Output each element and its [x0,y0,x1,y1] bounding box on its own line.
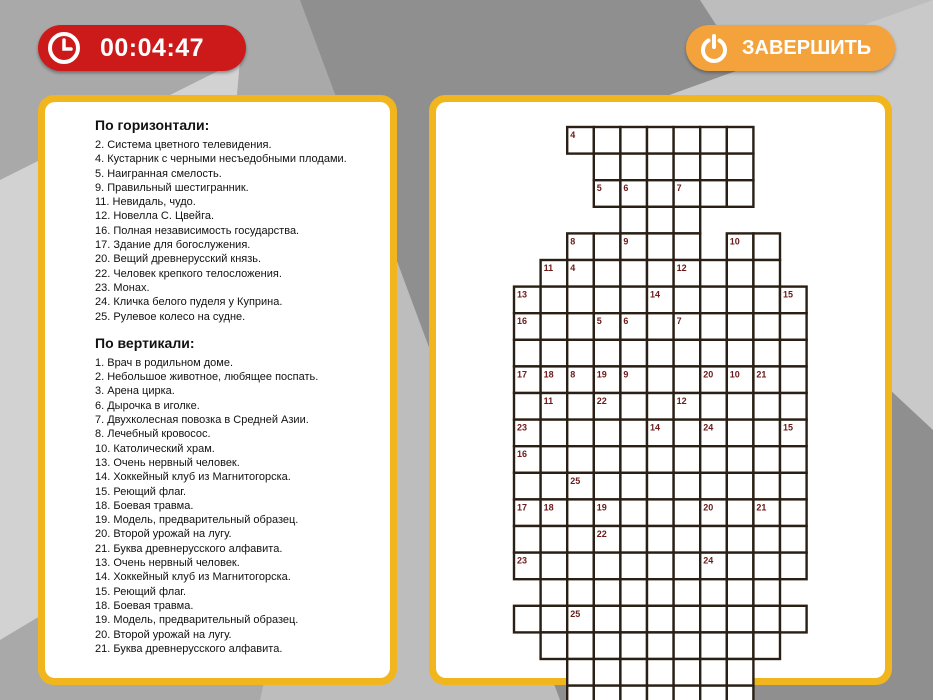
crossword-cell[interactable] [674,446,701,473]
crossword-cell[interactable] [647,366,674,393]
clue-item: 22. Человек крепкого телосложения. [95,267,282,280]
clue-item: 14. Хоккейный клуб из Магнитогорска. [95,471,291,484]
clue-item: 19. Модель, предварительный образец. [95,614,299,627]
crossword-cell[interactable] [647,207,674,234]
crossword-cell[interactable] [700,287,727,314]
crossword-cell[interactable] [700,154,727,181]
clue-item: 18. Боевая травма. [95,499,194,512]
crossword-cell[interactable] [780,473,807,500]
cell-number: 17 [517,369,528,380]
cell-number: 9 [623,236,629,247]
cell-number: 21 [756,502,767,513]
crossword-cell[interactable] [567,313,594,340]
cell-number: 23 [517,555,528,566]
crossword-cell[interactable] [647,446,674,473]
clue-item: 6. Дырочка в иголке. [95,399,200,412]
cell-number: 24 [703,555,714,566]
crossword-cell[interactable] [541,579,568,606]
crossword-cell[interactable] [753,260,780,287]
clue-item: 20. Второй урожай на лугу. [95,528,232,541]
down-heading: По вертикали: [95,334,195,351]
crossword-cell[interactable] [727,260,754,287]
crossword-cell[interactable] [780,499,807,526]
crossword-cell[interactable] [620,420,647,447]
clue-item: 10. Католический храм. [95,442,215,455]
crossword-cell[interactable] [620,287,647,314]
clue-item: 23. Монах. [95,281,150,294]
crossword-cell[interactable] [541,446,568,473]
crossword-cell[interactable] [727,686,754,700]
clue-item: 16. Полная независимость государства. [95,224,300,237]
crossword-cell[interactable] [647,154,674,181]
crossword-cell[interactable] [753,553,780,580]
crossword-cell[interactable] [674,686,701,700]
crossword-cell[interactable] [594,446,621,473]
crossword-cell[interactable] [594,154,621,181]
cell-number: 18 [543,502,554,513]
crossword-cell[interactable] [700,260,727,287]
crossword-cell[interactable] [700,393,727,420]
crossword-cell[interactable] [700,313,727,340]
crossword-cell[interactable] [620,260,647,287]
cell-number: 8 [570,369,576,380]
crossword-cell[interactable] [674,659,701,686]
crossword-cell[interactable] [753,606,780,633]
crossword-cell[interactable] [620,686,647,700]
crossword-cell[interactable] [541,606,568,633]
crossword-cell[interactable] [647,233,674,260]
cell-number: 17 [517,502,528,513]
crossword-cell[interactable] [620,553,647,580]
crossword-cell[interactable] [567,287,594,314]
clue-item: 25. Рулевое колесо на судне. [95,310,246,323]
crossword-cell[interactable] [727,313,754,340]
cell-number: 22 [596,529,607,539]
crossword-cell[interactable] [647,260,674,287]
clue-item: 12. Новелла С. Цвейга. [95,210,215,223]
crossword-cell[interactable] [753,446,780,473]
crossword-cell[interactable] [620,446,647,473]
crossword-cell[interactable] [647,606,674,633]
crossword-cell[interactable] [700,446,727,473]
crossword-cell[interactable] [727,393,754,420]
crossword-cell[interactable] [647,553,674,580]
crossword-cell[interactable] [620,606,647,633]
crossword-cell[interactable] [594,686,621,700]
cell-number: 19 [596,369,607,380]
crossword-cell[interactable] [620,473,647,500]
crossword-cell[interactable] [541,287,568,314]
cell-number: 4 [570,130,576,140]
cell-number: 6 [623,183,629,194]
crossword-cell[interactable] [647,313,674,340]
crossword-cell[interactable] [780,313,807,340]
clue-item: 15. Реющий флаг. [95,485,187,498]
crossword-cell[interactable] [647,127,674,154]
cell-number: 11 [543,263,554,273]
crossword-cell[interactable] [753,526,780,553]
clue-item: 20. Вещий древнерусский князь. [95,253,262,266]
crossword-cell[interactable] [780,446,807,473]
crossword-cell[interactable] [753,420,780,447]
cell-number: 24 [703,422,714,433]
clue-item: 13. Очень нервный человек. [95,456,240,469]
crossword-cell[interactable] [700,659,727,686]
crossword-cell[interactable] [674,632,701,659]
cell-number: 10 [729,369,740,380]
crossword-cell[interactable] [727,446,754,473]
clue-item: 5. Наигранная смелость. [95,167,222,180]
cell-number: 22 [596,396,607,406]
crossword-cell[interactable] [567,420,594,447]
crossword-cell[interactable] [727,499,754,526]
clue-item: 9. Правильный шестигранник. [95,181,249,194]
cell-number: 16 [517,449,528,460]
cell-number: 23 [517,422,528,433]
cell-number: 16 [517,316,528,327]
crossword-cell[interactable] [727,127,754,154]
cell-number: 15 [783,422,794,433]
crossword-cell[interactable] [727,526,754,553]
crossword-cell[interactable] [727,287,754,314]
crossword-cell[interactable] [567,446,594,473]
clue-item: 11. Невидаль, чудо. [95,196,196,209]
clue-item: 2. Система цветного телевидения. [95,139,272,151]
clue-item: 17. Здание для богослужения. [95,239,251,252]
crossword-cell[interactable] [594,579,621,606]
crossword-cell[interactable] [674,366,701,393]
clue-item: 8. Лечебный кровосос. [95,428,211,441]
cell-number: 12 [676,263,687,273]
cell-number: 14 [650,289,661,300]
crossword-cell[interactable] [780,526,807,553]
crossword-cell[interactable] [567,393,594,420]
crossword-cell[interactable] [541,340,568,367]
crossword-cell[interactable] [594,420,621,447]
clue-item: 20. Второй урожай на лугу. [95,628,232,641]
crossword-cell[interactable] [727,420,754,447]
crossword-cell[interactable] [674,154,701,181]
crossword-cell[interactable] [594,260,621,287]
crossword-cell[interactable] [727,659,754,686]
timer-value: 00:04:47 [100,34,205,62]
crossword-cell[interactable] [620,207,647,234]
crossword-cell[interactable] [594,233,621,260]
crossword-cell[interactable] [780,606,807,633]
crossword-cell[interactable] [647,180,674,207]
crossword-cell[interactable] [700,606,727,633]
cell-number: 13 [517,289,528,300]
clue-item: 14. Хоккейный клуб из Магнитогорска. [95,571,291,584]
cell-number: 19 [596,502,607,513]
crossword-cell[interactable] [753,393,780,420]
crossword-cell[interactable] [541,313,568,340]
cell-number: 7 [676,316,682,327]
crossword-cell[interactable] [647,632,674,659]
crossword-cell[interactable] [541,553,568,580]
crossword-cell[interactable] [674,499,701,526]
crossword-cell[interactable] [674,553,701,580]
crossword-cell[interactable] [727,553,754,580]
cell-number: 25 [570,608,581,619]
crossword-cell[interactable] [620,340,647,367]
crossword-cell[interactable] [674,207,701,234]
crossword-cell[interactable] [620,659,647,686]
crossword-cell[interactable] [674,340,701,367]
cell-number: 10 [729,236,740,247]
crossword-cell[interactable] [727,606,754,633]
crossword-cell[interactable] [674,127,701,154]
crossword-cell[interactable] [620,127,647,154]
crossword-cell[interactable] [780,340,807,367]
cell-number: 9 [623,369,629,380]
crossword-cell[interactable] [620,579,647,606]
clue-item: 18. Боевая травма. [95,599,194,612]
crossword-cell[interactable] [620,499,647,526]
crossword-cell[interactable] [594,127,621,154]
crossword-cell[interactable] [594,659,621,686]
clue-item: 19. Модель, предварительный образец. [95,514,299,527]
crossword-cell[interactable] [541,473,568,500]
crossword-cell[interactable] [727,473,754,500]
crossword-cell[interactable] [567,659,594,686]
crossword-cell[interactable] [514,393,541,420]
cell-number: 14 [650,422,661,433]
crossword-cell[interactable] [620,526,647,553]
crossword-cell[interactable] [541,420,568,447]
crossword-cell[interactable] [647,393,674,420]
cell-number: 15 [783,289,794,300]
clue-item: 7. Двухколесная повозка в Средней Азии. [95,414,309,427]
crossword-cell[interactable] [753,340,780,367]
crossword-cell[interactable] [700,127,727,154]
crossword-cell[interactable] [700,473,727,500]
crossword-cell[interactable] [647,579,674,606]
crossword-cell[interactable] [567,526,594,553]
crossword-cell[interactable] [541,526,568,553]
crossword-cell[interactable] [700,579,727,606]
crossword-cell[interactable] [567,632,594,659]
crossword-cell[interactable] [753,473,780,500]
cell-number: 18 [543,369,554,380]
crossword-cell[interactable] [567,686,594,700]
crossword-cell[interactable] [620,154,647,181]
crossword-cell[interactable] [647,499,674,526]
crossword-cell[interactable] [594,632,621,659]
crossword-cell[interactable] [514,526,541,553]
crossword-cell[interactable] [647,340,674,367]
cell-number: 6 [623,316,629,327]
cell-number: 20 [703,502,714,513]
crossword-cell[interactable] [620,632,647,659]
crossword-cell[interactable] [727,180,754,207]
crossword-cell[interactable] [514,606,541,633]
clue-item: 2. Небольшое животное, любящее поспать. [95,371,319,384]
finish-button-label: ЗАВЕРШИТЬ [742,37,872,59]
crossword-cell[interactable] [620,393,647,420]
crossword-cell[interactable] [594,553,621,580]
crossword-cell[interactable] [753,313,780,340]
crossword-cell[interactable] [700,526,727,553]
clue-item: 4. Кустарник с черными несъедобными плодами. [95,153,347,166]
clue-item: 3. Арена цирка. [95,385,175,398]
crossword-cell[interactable] [594,340,621,367]
clue-item: 13. Очень нервный человек. [95,557,240,570]
cell-number: 5 [596,183,602,194]
crossword-cell[interactable] [647,659,674,686]
crossword-cell[interactable] [514,340,541,367]
cell-number: 5 [596,316,602,327]
crossword-cell[interactable] [647,526,674,553]
crossword-cell[interactable] [594,473,621,500]
crossword-cell[interactable] [541,632,568,659]
crossword-cell[interactable] [700,340,727,367]
crossword-cell[interactable] [674,606,701,633]
cell-number: 12 [676,396,687,406]
clue-item: 24. Кличка белого пуделя у Куприна. [95,296,283,309]
crossword-cell[interactable] [567,579,594,606]
crossword-cell[interactable] [700,632,727,659]
cell-number: 21 [756,369,767,380]
crossword-cell[interactable] [780,393,807,420]
crossword-cell[interactable] [674,233,701,260]
clue-item: 21. Буква древнерусского алфавита. [95,642,283,655]
crossword-cell[interactable] [567,340,594,367]
crossword-cell[interactable] [674,287,701,314]
crossword-cell[interactable] [700,686,727,700]
crossword-cell[interactable] [753,287,780,314]
crossword-cell[interactable] [727,154,754,181]
cell-number: 7 [676,183,682,194]
crossword-cell[interactable] [753,579,780,606]
crossword-cell[interactable] [594,287,621,314]
cell-number: 4 [570,263,576,273]
crossword-cell[interactable] [780,366,807,393]
cell-number: 25 [570,475,581,486]
crossword-cell[interactable] [727,340,754,367]
clue-item: 15. Реющий флаг. [95,585,187,598]
crossword-cell[interactable] [594,606,621,633]
crossword-cell[interactable] [514,473,541,500]
crossword-cell[interactable] [700,180,727,207]
crossword-cell[interactable] [567,499,594,526]
crossword-cell[interactable] [647,473,674,500]
crossword-cell[interactable] [727,632,754,659]
cell-number: 11 [543,396,554,406]
crossword-cell[interactable] [567,553,594,580]
clue-item: 1. Врач в родильном доме. [95,356,234,369]
crossword-cell[interactable] [647,686,674,700]
crossword-cell[interactable] [674,473,701,500]
crossword-cell[interactable] [727,579,754,606]
clue-item: 21. Буква древнерусского алфавита. [95,542,283,555]
cell-number: 8 [570,236,576,247]
crossword-cell[interactable] [753,233,780,260]
crossword-cell[interactable] [674,526,701,553]
crossword-cell[interactable] [674,579,701,606]
across-heading: По горизонтали: [95,117,210,133]
crossword-cell[interactable] [674,420,701,447]
crossword-cell[interactable] [780,553,807,580]
crossword-cell[interactable] [753,632,780,659]
cell-number: 20 [703,369,714,380]
